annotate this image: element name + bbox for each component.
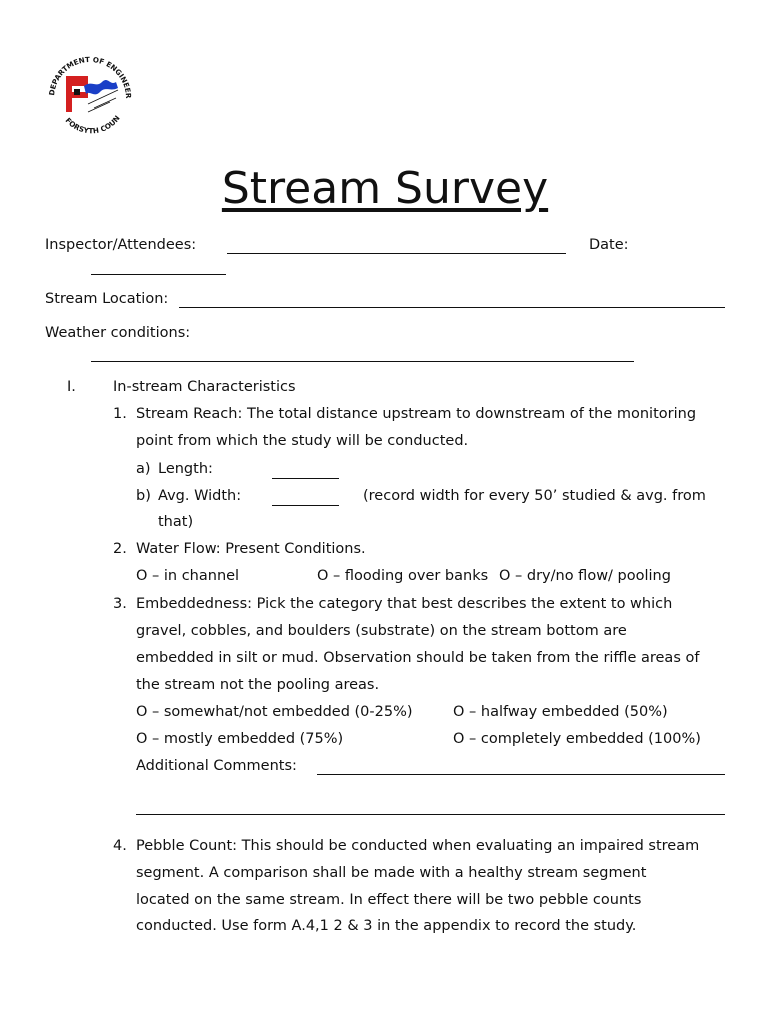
date-field[interactable]	[91, 274, 226, 275]
weather-field[interactable]	[91, 361, 634, 362]
logo-top-text: DEPARTMENT OF ENGINEER	[47, 54, 134, 99]
item2-line1: Water Flow: Present Conditions.	[136, 541, 366, 557]
width-label: Avg. Width:	[158, 488, 242, 504]
width-field[interactable]	[272, 505, 339, 506]
item-number: 2.	[113, 541, 127, 557]
flow-option-dry[interactable]: O – dry/no flow/ pooling	[499, 568, 671, 584]
item1-line2: point from which the study will be conducted.	[136, 433, 469, 449]
embed-option-mostly[interactable]: O – mostly embedded (75%)	[136, 731, 344, 747]
inspector-field[interactable]	[227, 253, 566, 254]
item-number: 1.	[113, 406, 127, 422]
department-logo	[44, 46, 136, 142]
comments-field-line2[interactable]	[136, 814, 725, 815]
location-label: Stream Location:	[45, 291, 169, 307]
page-title: Stream Survey	[221, 163, 549, 214]
length-field[interactable]	[272, 478, 339, 479]
embed-option-somewhat[interactable]: O – somewhat/not embedded (0-25%)	[136, 704, 413, 720]
width-note-cont: that)	[158, 514, 194, 530]
embed-option-halfway[interactable]: O – halfway embedded (50%)	[453, 704, 668, 720]
flow-option-channel[interactable]: O – in channel	[136, 568, 240, 584]
comments-field[interactable]	[317, 774, 725, 775]
item3-line: Embeddedness: Pick the category that best describes the extent to which	[136, 596, 673, 612]
length-label: Length:	[158, 461, 213, 477]
item4-line: Pebble Count: This should be conducted when evaluating an impaired stream	[136, 838, 700, 854]
date-label: Date:	[589, 237, 629, 253]
department-seal-icon	[44, 46, 136, 142]
inspector-label: Inspector/Attendees:	[45, 237, 197, 253]
item3-line: embedded in silt or mud. Observation should be taken from the riffle areas of	[136, 650, 700, 666]
sub-b-letter: b)	[136, 488, 151, 504]
embed-option-completely[interactable]: O – completely embedded (100%)	[453, 731, 701, 747]
item3-line: the stream not the pooling areas.	[136, 677, 380, 693]
logo-bottom-text: FORSYTH COUN	[63, 113, 122, 136]
weather-label: Weather conditions:	[45, 325, 191, 341]
location-field[interactable]	[179, 307, 725, 308]
item-number: 4.	[113, 838, 127, 854]
item1-line1: Stream Reach: The total distance upstream to downstream of the monitoring	[136, 406, 697, 422]
comments-label: Additional Comments:	[136, 758, 297, 774]
item4-line: segment. A comparison shall be made with a healthy stream segment	[136, 865, 647, 881]
item-number: 3.	[113, 596, 127, 612]
section-numeral: I.	[67, 379, 76, 395]
item4-line: located on the same stream. In effect there will be two pebble counts	[136, 892, 642, 908]
width-note: (record width for every 50’ studied & avg. from	[363, 488, 706, 504]
item3-line: gravel, cobbles, and boulders (substrate) on the stream bottom are	[136, 623, 627, 639]
section-heading: In-stream Characteristics	[113, 379, 296, 395]
flow-option-flooding[interactable]: O – flooding over banks	[317, 568, 489, 584]
item4-line: conducted. Use form A.4,1 2 & 3 in the appendix to record the study.	[136, 918, 637, 934]
sub-a-letter: a)	[136, 461, 151, 477]
